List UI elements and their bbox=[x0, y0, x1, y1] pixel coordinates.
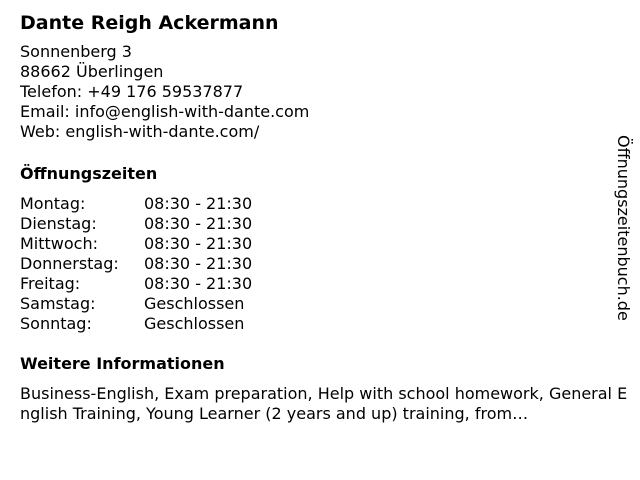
hours-row bbox=[20, 214, 252, 234]
hours-row bbox=[20, 314, 252, 334]
hours-time: Geschlossen bbox=[144, 294, 245, 313]
business-name: Dante Reigh Ackermann bbox=[20, 12, 279, 34]
hours-row bbox=[20, 294, 252, 314]
hours-row bbox=[20, 194, 252, 214]
hours-time: 08:30 - 21:30 bbox=[144, 214, 253, 233]
hours-day: Montag: bbox=[20, 194, 86, 213]
hours-day: Sonntag: bbox=[20, 314, 92, 333]
hours-day: Mittwoch: bbox=[20, 234, 98, 253]
hours-time: 08:30 - 21:30 bbox=[144, 254, 253, 273]
web-line: Web: english-with-dante.com/ bbox=[20, 122, 260, 141]
hours-day: Freitag: bbox=[20, 274, 81, 293]
phone-line: Telefon: +49 176 59537877 bbox=[20, 82, 244, 101]
hours-row bbox=[20, 234, 252, 254]
brand-watermark: Öffnungszeitenbuch.de bbox=[614, 135, 633, 321]
hours-time: 08:30 - 21:30 bbox=[144, 274, 253, 293]
hours-time: Geschlossen bbox=[144, 314, 245, 333]
further-info-heading: Weitere Informationen bbox=[20, 354, 225, 373]
hours-time: 08:30 - 21:30 bbox=[144, 234, 253, 253]
opening-hours-heading: Öffnungszeiten bbox=[20, 164, 158, 183]
hours-row bbox=[20, 274, 252, 294]
address-street: Sonnenberg 3 bbox=[20, 42, 132, 61]
hours-day: Donnerstag: bbox=[20, 254, 119, 273]
opening-hours-table bbox=[20, 194, 252, 334]
email-line: Email: info@english-with-dante.com bbox=[20, 102, 310, 121]
hours-day: Dienstag: bbox=[20, 214, 97, 233]
hours-row bbox=[20, 254, 252, 274]
hours-time: 08:30 - 21:30 bbox=[144, 194, 253, 213]
hours-day: Samstag: bbox=[20, 294, 96, 313]
address-city: 88662 Überlingen bbox=[20, 62, 164, 81]
further-info-text: Business-English, Exam preparation, Help with school homework, General English Training, Young Learner (2 years and up) training, from… bbox=[20, 384, 628, 423]
